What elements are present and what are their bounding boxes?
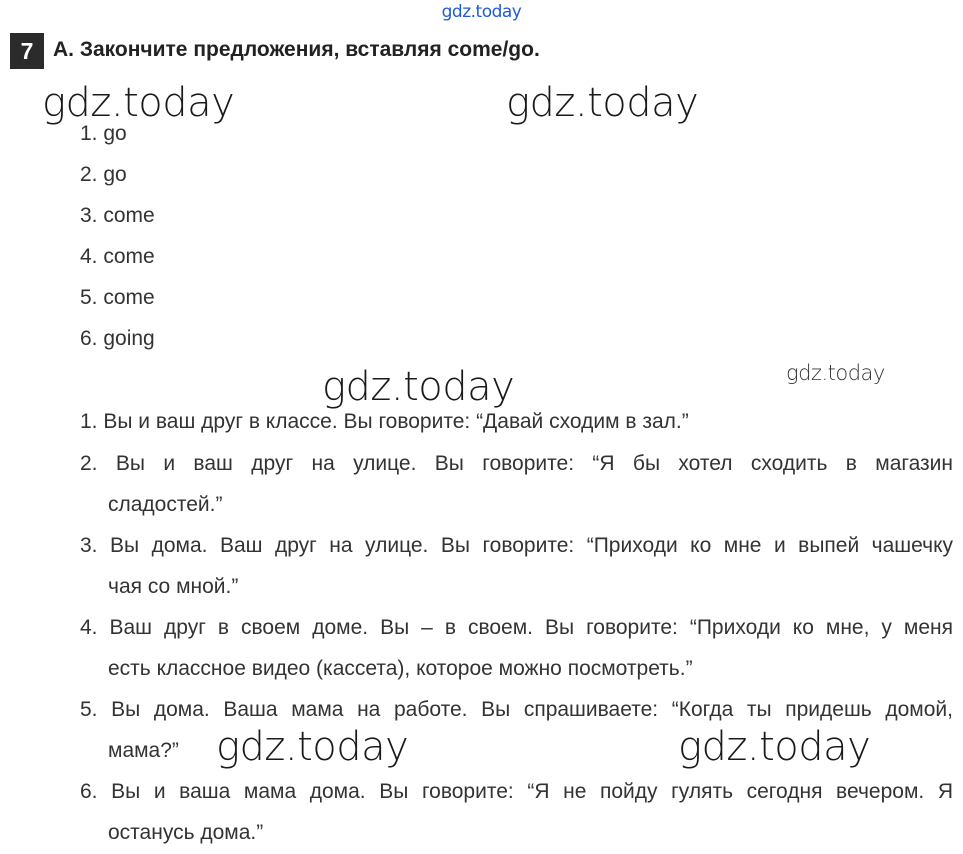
answer-item: 2. go xyxy=(80,163,127,186)
watermark-2: gdz.today xyxy=(506,80,699,126)
exercise-title: A. Закончите предложения, вставляя come/go. xyxy=(53,38,540,61)
answer-item: 4. come xyxy=(80,245,155,268)
answer-item: 3. come xyxy=(80,204,155,227)
exercise-number-badge: 7 xyxy=(10,33,44,69)
answer-item: 1. go xyxy=(80,122,127,145)
sentence-2-line-1: 2. Вы и ваш друг на улице. Вы говорите: “Я бы хотел сходить в магазин xyxy=(80,452,953,475)
sentence-3-line-1: 3. Вы дома. Ваш друг на улице. Вы говорите: “Приходи ко мне и выпей чашечку xyxy=(80,534,953,557)
sentence-5-line-1: 5. Вы дома. Ваша мама на работе. Вы спрашиваете: “Когда ты придешь домой, xyxy=(80,698,953,721)
watermark-6: gdz.today xyxy=(678,724,871,770)
sentence-1-line-1: 1. Вы и ваш друг в классе. Вы говорите: “Давай сходим в зал.” xyxy=(80,410,689,433)
sentence-3-line-2: чая со мной.” xyxy=(108,575,239,598)
sentence-4-line-2: есть классное видео (кассета), которое можно посмотреть.” xyxy=(108,657,693,680)
watermark-4: gdz.today xyxy=(786,361,885,385)
sentence-4-line-1: 4. Ваш друг в своем доме. Вы – в своем. Вы говорите: “Приходи ко мне, у меня xyxy=(80,616,953,639)
sentence-6-line-2: останусь дома.” xyxy=(108,821,264,844)
watermark-1: gdz.today xyxy=(42,80,235,126)
site-header-logo[interactable]: gdz.today xyxy=(441,2,522,22)
watermark-5: gdz.today xyxy=(216,724,409,770)
answer-item: 6. going xyxy=(80,327,155,350)
sentence-6-line-1: 6. Вы и ваша мама дома. Вы говорите: “Я не пойду гулять сегодня вечером. Я xyxy=(80,780,953,803)
sentence-2-line-2: сладостей.” xyxy=(108,493,223,516)
watermark-3: gdz.today xyxy=(322,364,515,410)
answer-item: 5. come xyxy=(80,286,155,309)
sentence-5-line-2: мама?” xyxy=(108,739,179,762)
